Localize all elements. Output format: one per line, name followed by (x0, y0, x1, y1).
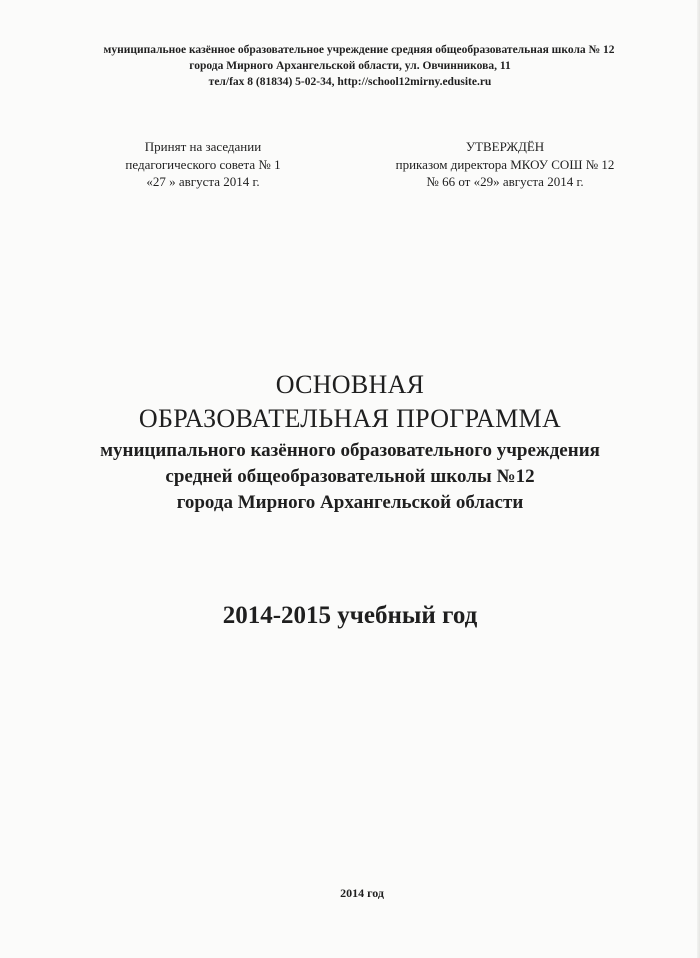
document-title-line-2: ОБРАЗОВАТЕЛЬНАЯ ПРОГРАММА (138, 404, 562, 433)
document-title-line-1: ОСНОВНАЯ (275, 370, 425, 399)
document-title-block (0, 368, 700, 516)
council-approval-block (88, 138, 318, 191)
document-subtitle-line-2: средней общеобразовательной школы №12 (165, 466, 535, 487)
director-approval-block (360, 138, 650, 191)
footer-year: 2014 год (340, 886, 384, 900)
header-address: города Мирного Архангельской области, ул. Овчинникова, 11 (189, 60, 511, 72)
school-header (0, 42, 700, 90)
document-subtitle-line-3: города Мирного Архангельской области (176, 492, 524, 513)
council-approval-date: «27 » августа 2014 г. (146, 174, 260, 189)
header-school-name: муниципальное казённое образовательное учреждение средняя общеобразовательная школа № 12 (103, 44, 615, 56)
director-approval-order: приказом директора МКОУ СОШ № 12 (395, 156, 615, 172)
director-approval-date: № 66 от «29» августа 2014 г. (426, 174, 584, 189)
academic-year: 2014-2015 учебный год (222, 602, 478, 629)
header-contacts: тел/fax 8 (81834) 5-02-34, http://school12mirny.edusite.ru (208, 76, 492, 88)
council-approval-line-1: Принят на заседании (144, 139, 262, 154)
document-subtitle-line-1: муниципального казённого образовательного учреждения (100, 440, 600, 461)
council-approval-line-2: педагогического совета № 1 (125, 156, 281, 172)
director-approval-heading: УТВЕРЖДЁН (465, 139, 545, 154)
